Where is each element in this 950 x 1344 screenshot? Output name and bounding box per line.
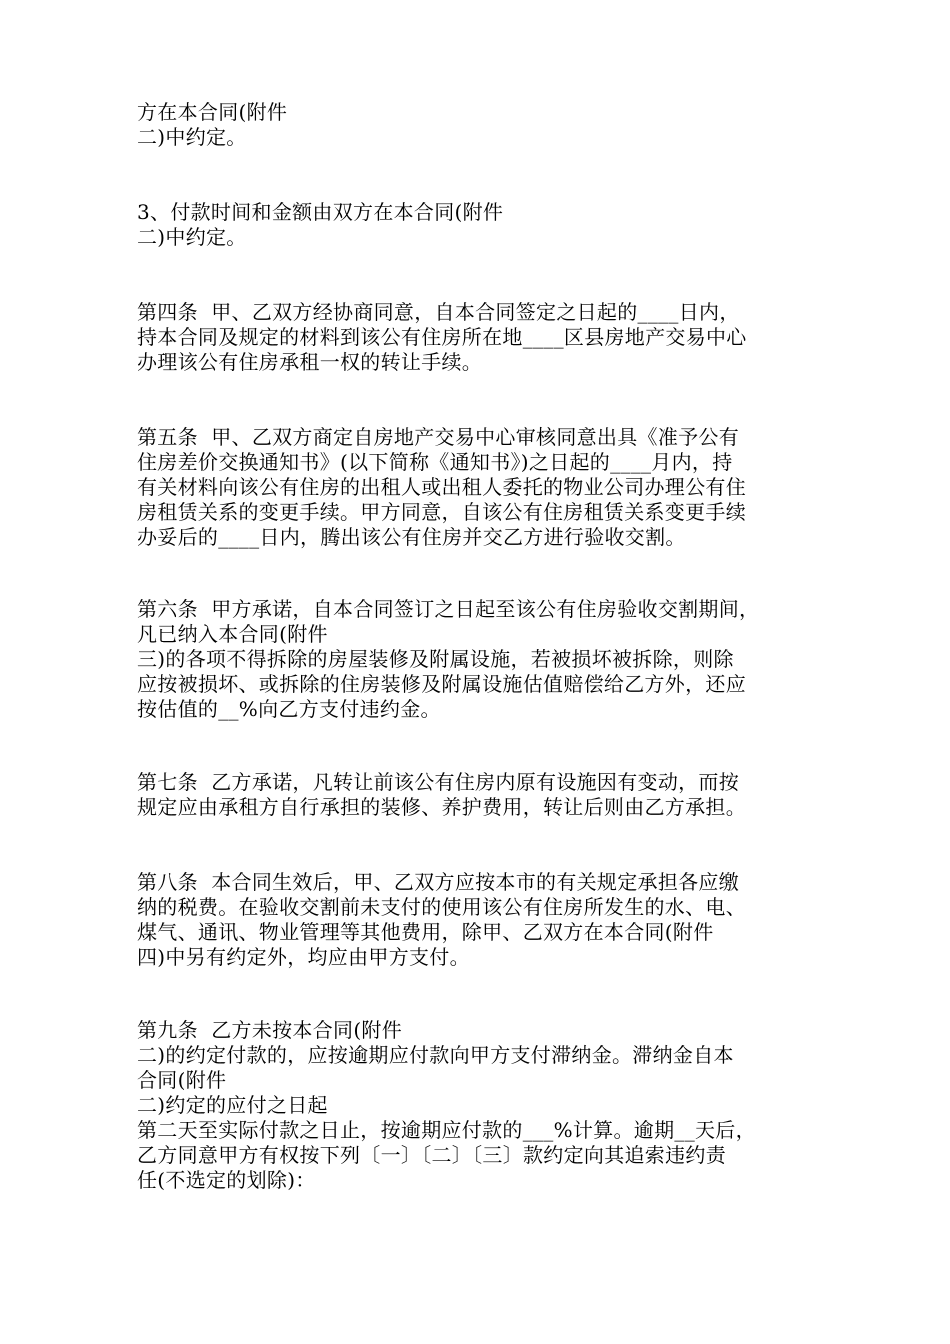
text-line: 乙方同意甲方有权按下列〔一〕〔二〕〔三〕款约定向其追索违约责 (137, 1143, 726, 1167)
text-line: 凡已纳入本合同(附件 (137, 622, 328, 646)
text-line: 3、付款时间和金额由双方在本合同(附件 (137, 200, 504, 224)
paragraph-1 (137, 100, 837, 150)
text-line: 三)的各项不得拆除的房屋装修及附属设施，若被损坏被拆除，则除 (137, 647, 734, 671)
text-line: 规定应由承租方自行承担的装修、养护费用，转让后则由乙方承担。 (137, 795, 746, 819)
paragraph-article-9 (137, 1018, 837, 1193)
paragraph-article-5 (137, 425, 837, 550)
text-line: 办理该公有住房承租一权的转让手续。 (137, 350, 483, 374)
text-line: 应按被损坏、或拆除的住房装修及附属设施估值赔偿给乙方外，还应 (137, 672, 746, 696)
text-line: 纳的税费。在验收交割前未支付的使用该公有住房所发生的水、电、 (137, 895, 746, 919)
text-line: 住房差价交换通知书》(以下简称《通知书》)之日起的____月内，持 (137, 450, 733, 474)
text-line: 四)中另有约定外，均应由甲方支付。 (137, 945, 470, 969)
paragraph-article-8 (137, 870, 837, 970)
text-line: 按估值的__%向乙方支付违约金。 (137, 697, 441, 721)
text-line: 方在本合同(附件 (137, 100, 288, 124)
text-line: 持本合同及规定的材料到该公有住房所在地____区县房地产交易中心 (137, 325, 747, 349)
text-line: 合同(附件 (137, 1068, 227, 1092)
text-line: 第九条 乙方未按本合同(附件 (137, 1018, 403, 1042)
text-line: 第八条 本合同生效后，甲、乙双方应按本市的有关规定承担各应缴 (137, 870, 740, 894)
text-line: 第六条 甲方承诺，自本合同签订之日起至该公有住房验收交割期间， (137, 597, 760, 621)
text-line: 第二天至实际付款之日止，按逾期应付款的___%计算。逾期__天后， (137, 1118, 756, 1142)
paragraph-article-4 (137, 300, 837, 375)
text-line: 二)约定的应付之日起 (137, 1093, 328, 1117)
paragraph-article-7 (137, 770, 837, 820)
text-line: 第七条 乙方承诺，凡转让前该公有住房内原有设施因有变动，而按 (137, 770, 740, 794)
paragraph-article-6 (137, 597, 837, 722)
text-line: 房租赁关系的变更手续。甲方同意，自该公有住房租赁关系变更手续 (137, 500, 746, 524)
text-line: 二)的约定付款的，应按逾期应付款向甲方支付滞纳金。滞纳金自本 (137, 1043, 734, 1067)
text-line: 煤气、通讯、物业管理等其他费用，除甲、乙双方在本合同(附件 (137, 920, 714, 944)
text-line: 任(不选定的划除)： (137, 1168, 316, 1192)
text-line: 有关材料向该公有住房的出租人或出租人委托的物业公司办理公有住 (137, 475, 746, 499)
text-line: 二)中约定。 (137, 225, 247, 249)
text-line: 第五条 甲、乙双方商定自房地产交易中心审核同意出具《准予公有 (137, 425, 740, 449)
text-line: 第四条 甲、乙双方经协商同意，自本合同签定之日起的____日内， (137, 300, 740, 324)
text-line: 二)中约定。 (137, 125, 247, 149)
text-line: 办妥后的____日内，腾出该公有住房并交乙方进行验收交割。 (137, 525, 686, 549)
paragraph-2 (137, 200, 837, 250)
